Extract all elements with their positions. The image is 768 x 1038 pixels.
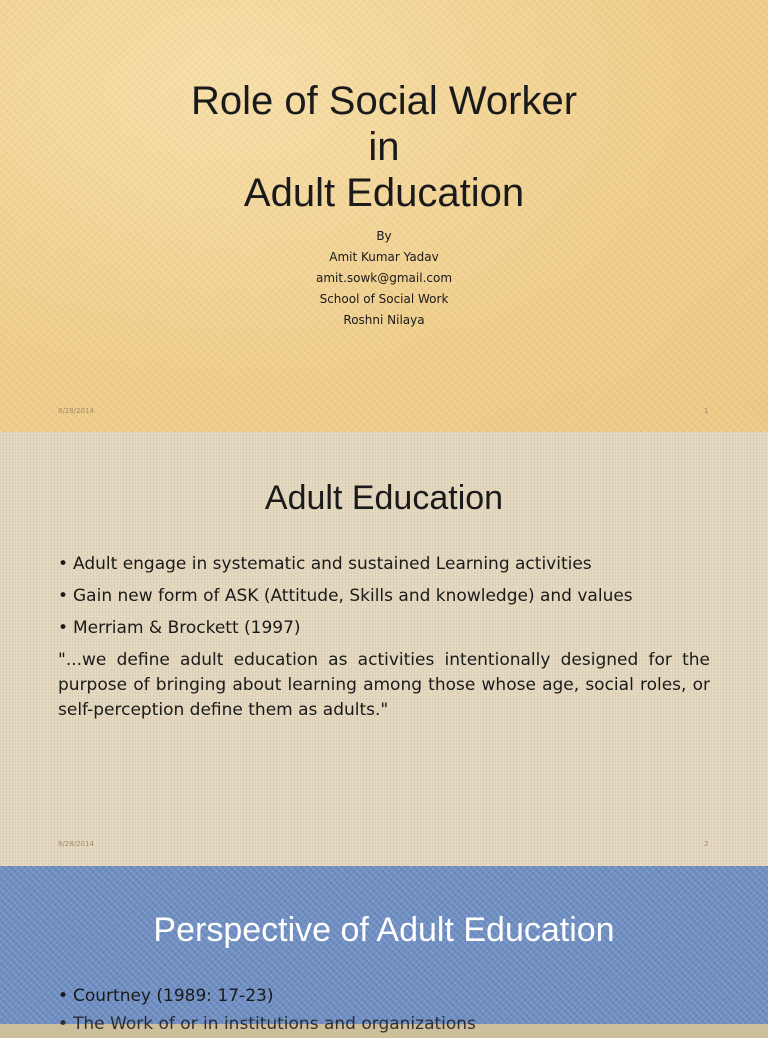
definition-quote: "...we define adult education as activities intentionally designed for the purpose of bringing about learning among those whose age, social roles, or self-perception define them as adults."	[58, 650, 710, 720]
author-email: amit.sowk@gmail.com	[315, 271, 453, 285]
slide-3-bullet-list	[58, 982, 718, 1038]
bullet-item: • Courtney (1989: 17-23)	[58, 982, 718, 1010]
slide-2-date: 8/28/2014	[58, 840, 94, 848]
slide-1	[0, 0, 768, 432]
slide-2-title: Adult Education	[264, 479, 504, 517]
title-line-1: Role of Social Worker	[190, 79, 578, 123]
bullet-item: • Merriam & Brockett (1997)	[58, 612, 718, 644]
slide-1-title	[0, 78, 768, 216]
slide-3-title: Perspective of Adult Education	[153, 911, 615, 949]
slide-1-number: 1	[704, 407, 709, 415]
slide-1-date: 8/28/2014	[58, 407, 94, 415]
title-line-3: Adult Education	[243, 171, 525, 215]
bullet-item: • The Work of or in institutions and organizations	[58, 1010, 718, 1038]
author-institution: School of Social Work	[319, 292, 449, 306]
author-organization: Roshni Nilaya	[343, 313, 425, 327]
slide-2-number: 2	[704, 840, 709, 848]
title-line-2: in	[368, 125, 400, 169]
slide-2-bullet-list	[58, 548, 718, 644]
author-block	[0, 226, 768, 331]
bullet-item: • Gain new form of ASK (Attitude, Skills and knowledge) and values	[58, 580, 718, 612]
author-name: Amit Kumar Yadav	[329, 250, 439, 264]
bullet-item: • Adult engage in systematic and sustained Learning activities	[58, 548, 718, 580]
byline-by: By	[376, 229, 392, 243]
